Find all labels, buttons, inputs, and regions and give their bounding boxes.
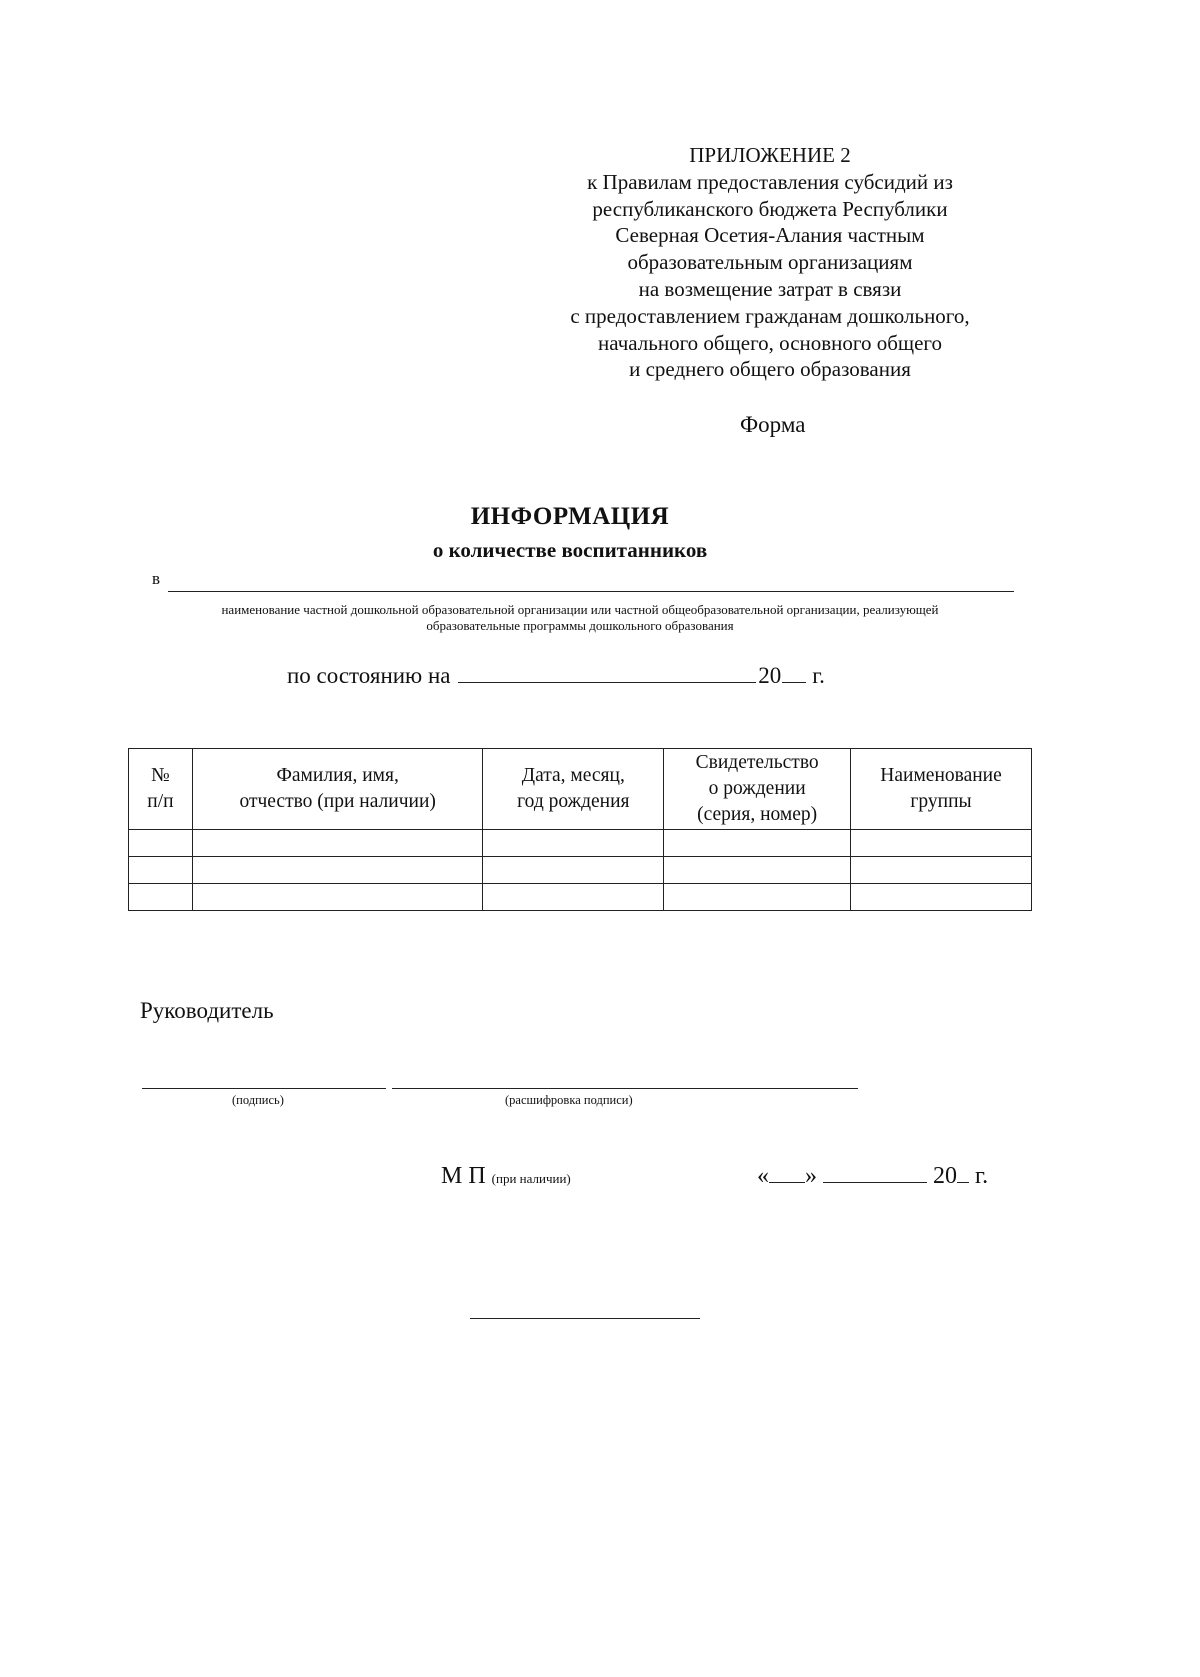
table-header-row	[129, 749, 1032, 830]
table-row	[129, 884, 1032, 911]
annex-line: и среднего общего образования	[629, 357, 911, 382]
annex-line: ПРИЛОЖЕНИЕ 2	[689, 143, 851, 167]
header-text: п/п	[147, 791, 174, 812]
signature-line	[142, 1088, 386, 1089]
table-row	[129, 830, 1032, 857]
table-cell	[851, 830, 1032, 857]
table-cell	[851, 884, 1032, 911]
stamp-note: (при наличии)	[491, 1171, 571, 1186]
signature-decode-line	[392, 1088, 858, 1089]
as-of-date-blank	[458, 681, 756, 683]
signature-caption: (подпись)	[232, 1093, 284, 1107]
table-cell	[129, 884, 193, 911]
annex-line: к Правилам предоставления субсидий из	[587, 169, 953, 194]
org-caption-line: наименование частной дошкольной образовательной организации или частной общеобразовательной организации, реализующей	[221, 602, 939, 617]
date-close-quote: »	[805, 1163, 817, 1189]
document-title: ИНФОРМАЦИЯ	[470, 503, 670, 530]
org-prefix: в	[152, 569, 161, 588]
header-text: отчество (при наличии)	[239, 791, 436, 812]
table-cell	[664, 830, 851, 857]
month-blank	[823, 1181, 927, 1183]
table-cell	[664, 857, 851, 884]
org-caption-line: образовательные программы дошкольного образования	[426, 618, 734, 633]
date-open-quote: «	[757, 1163, 769, 1189]
date-year-prefix: 20	[933, 1163, 957, 1189]
table-cell	[483, 884, 664, 911]
table-cell	[129, 830, 193, 857]
table-row	[129, 857, 1032, 884]
col-header-birth-certificate	[664, 749, 851, 830]
org-name-caption	[140, 602, 1020, 634]
annex-line: республиканского бюджета Республики	[592, 196, 948, 221]
header-text: год рождения	[517, 791, 630, 812]
col-header-group-name	[851, 749, 1032, 830]
header-text: (серия, номер)	[697, 804, 818, 825]
header-text: о рождении	[708, 778, 806, 799]
as-of-label: по состоянию на	[287, 663, 451, 688]
as-of-year-blank	[782, 681, 806, 683]
table-cell	[192, 830, 483, 857]
org-name-line	[168, 591, 1014, 592]
annex-block	[540, 142, 1000, 383]
annex-line: на возмещение затрат в связи	[638, 276, 902, 301]
header-text: №	[151, 765, 170, 786]
form-label: Форма	[740, 412, 806, 437]
year-blank	[957, 1181, 969, 1183]
table-cell	[483, 830, 664, 857]
annex-line: с предоставлением гражданам дошкольного,	[570, 303, 970, 328]
col-header-birth-date	[483, 749, 664, 830]
header-text: Дата, месяц,	[521, 765, 625, 786]
day-blank	[769, 1181, 805, 1183]
table-cell	[664, 884, 851, 911]
table-cell	[483, 857, 664, 884]
pupils-table	[128, 748, 1032, 911]
as-of-year-prefix: 20	[758, 663, 782, 688]
table-cell	[129, 857, 193, 884]
stamp-label: М П	[441, 1163, 486, 1189]
table-cell	[851, 857, 1032, 884]
annex-line: начального общего, основного общего	[597, 330, 943, 355]
table-cell	[192, 857, 483, 884]
stamp-place	[441, 1163, 571, 1190]
signing-date	[757, 1163, 988, 1190]
header-text: Наименование	[880, 765, 1002, 786]
document-subtitle: о количестве воспитанников	[432, 538, 708, 562]
header-text: Свидетельство	[695, 752, 819, 773]
table-cell	[192, 884, 483, 911]
header-text: группы	[910, 791, 972, 812]
as-of-year-suffix: г.	[812, 663, 825, 688]
date-year-suffix: г.	[975, 1163, 989, 1189]
as-of-date	[287, 663, 825, 689]
annex-line: образовательным организациям	[627, 250, 913, 275]
annex-line: Северная Осетия-Алания частным	[615, 223, 925, 248]
header-text: Фамилия, имя,	[276, 765, 399, 786]
col-header-full-name	[192, 749, 483, 830]
col-header-number	[129, 749, 193, 830]
signature-decode-caption: (расшифровка подписи)	[505, 1093, 633, 1107]
end-separator-line	[470, 1318, 700, 1319]
head-label: Руководитель	[140, 998, 274, 1023]
